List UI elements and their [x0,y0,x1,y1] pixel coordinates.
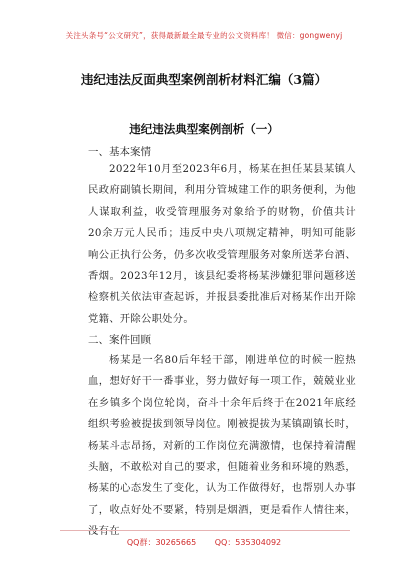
footer-qq: QQ：535304092 [214,538,282,547]
footer [0,537,408,548]
promo-banner: 关注头条号“公文研究”，获得最新最全最专业的公文资料库！ 微信：gongwenyj [65,31,343,40]
heading-case-review: 二、案件回顾 [88,334,151,346]
document-title: 违纪违法反面典型案例剖析材料汇编（3篇） [80,72,328,87]
section-title: 违纪违法典型案例剖析（一） [129,122,279,136]
paragraph-basic-facts: 2022年10月至2023年6月，杨某在担任某县某镇人民政府副镇长期间，利用分管城建工作的职务便利，为他人谋取利益，收受管理服务对象给予的财物，价值共计20余万元人民币；违反中央八项规定精神，明知可能影响公正执行公务，仍多次收受管理服务对象所送茅台酒、香烟。2023年12月，该县纪委将杨某涉嫌犯罪问题移送检察机关依法审查起诉，并报县委批准后对杨某作出开除党籍、开除公职处分。 [88,163,356,325]
footer-divider [60,530,350,531]
paragraph-case-review: 杨某是一名80后年轻干部，刚进单位的时候一腔热血，想好好干一番事业，努力做好每一项工作，兢兢业业在乡镇多个岗位轮岗，奋斗十余年后终于在2021年底经组织考验被提拔到领导岗位。刚被提拔为某镇副镇长时，杨某斗志昂扬，对新的工作岗位充满激情，也保持着清醒头脑，不敢松对自己的要求，但随着业务和环境的熟悉，杨某的心态发生了变化，认为工作做得好，也帮别人办事了，收点好处不要紧，特别是烟酒，更是看作人情往来，没有在 [88,354,356,538]
footer-qq-group: QQ群：30265665 [126,538,197,547]
heading-basic-facts: 一、基本案情 [88,146,151,158]
